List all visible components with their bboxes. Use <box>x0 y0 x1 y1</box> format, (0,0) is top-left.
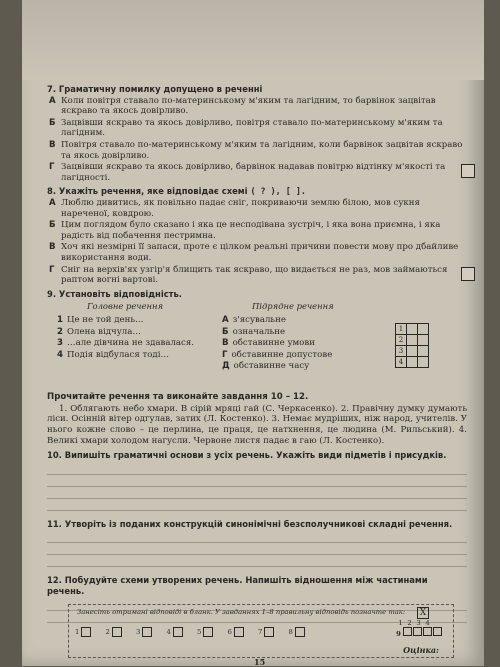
sub-clause-list <box>222 315 362 373</box>
sub-clause-item: А з'ясувальне <box>222 315 286 326</box>
sub-clause-heading: Підрядне речення <box>252 301 334 312</box>
worksheet-page <box>22 0 484 666</box>
sentence-scheme: ( ? ), [ ]. <box>250 186 306 197</box>
grid-cell[interactable] <box>407 346 418 357</box>
q7-option-b: Б Зацвівши яскраво та якось довірливо, повітря ставало по-материнському м'яким та лагідним. <box>49 117 443 139</box>
question-12: 12. Побудуйте схеми утворених речень. Напишіть відношення між частинами речень. <box>47 575 428 597</box>
grid-cell[interactable] <box>418 346 429 357</box>
answer-item: 7 <box>258 627 274 637</box>
q7-option-v: В Повітря ставало по-материнському м'яким та лагідним, коли барвінок зацвітав яскраво та якось довірливо. <box>49 139 463 161</box>
answer-sheet-title: Занесіть отримані відповіді в бланк. У завданнях 1–8 правильну відповідь позначте так: <box>77 608 406 616</box>
sub-clause-item: В обставинне умови <box>222 338 315 349</box>
answer-item: 3 <box>136 627 152 637</box>
q7-option-g: Г Зацвівши яскраво та якось довірливо, барвінок надавав повітрю відтінку м'якості та лагідності. <box>47 162 467 183</box>
answer-lines-11[interactable] <box>47 531 467 567</box>
answer-item: 2 <box>106 627 122 637</box>
question-7 <box>47 84 467 183</box>
matching-block <box>47 301 467 389</box>
source-text: 1. Облягають небо хмари. В сірій мряці гай (С. Черкасенко). 2. Правічну думку думають ліси. Осінній вітер одгулав, затих (Л. Костенко). 3. Немає мудріших, ніж народ, учителів. У нього кожне слово – це перлина, це праця, це натхнення, це людина (М. Рильський). 4. Великі хмари холодом нагусли. Червоне листя падає в гаю (Л. Костенко). <box>47 403 467 446</box>
content <box>47 84 467 631</box>
mark-example: X <box>417 607 429 619</box>
answer-item: 1 <box>75 627 91 637</box>
q8-option-g: Г Сніг на верхів'ях узгір'я блищить так яскраво, що видається не раз, мов займаються раптом вогні вартові. <box>47 265 467 286</box>
main-clause-item: 1 Це не той день… <box>57 315 144 326</box>
grid-cell[interactable] <box>418 324 429 335</box>
q7-answer-box[interactable] <box>461 164 475 178</box>
answer-boxes <box>75 627 317 637</box>
matching-answer-grid: 1 2 3 4 <box>395 323 429 368</box>
score-label: Оцінка: <box>403 645 439 655</box>
answer-box[interactable] <box>203 627 213 637</box>
q8-option-a: А Люблю дивитись, як повільно падає сніг, покриваючи землю білою, мов сукня нареченої, ковдрою. <box>49 197 420 219</box>
answer-box[interactable] <box>264 627 274 637</box>
answer-box[interactable] <box>403 627 412 636</box>
question-7-title: 7. Граматичну помилку допущено в реченні <box>47 84 263 94</box>
page-number: 15 <box>254 657 266 667</box>
q8-option-v: В Хоч які незмірні її запаси, проте є цілком реальні причини повести мову про дбайливе використання води. <box>49 242 459 263</box>
q8-answer-box[interactable] <box>461 267 475 281</box>
sub-clause-item: Б означальне <box>222 326 286 337</box>
grid-cell[interactable] <box>407 357 418 368</box>
answer-item: 4 <box>167 627 183 637</box>
answer-box[interactable] <box>295 627 305 637</box>
q8-option-b: Б Цим поглядом було сказано і яка це несподівана зустріч, і яка вона приємна, і яка радість від побачення пестримна. <box>49 220 441 241</box>
grid-cell[interactable] <box>407 324 418 335</box>
answer-box[interactable] <box>173 627 183 637</box>
main-clause-item: 3 …але дівчина не здавалася. <box>57 338 195 349</box>
answer-9-grid: 1 2 3 4 9 <box>396 619 443 638</box>
answer-box[interactable] <box>142 627 152 637</box>
q7-option-a: А Коли повітря ставало по-материнському м'яким та лагідним, то барвінок зацвітав яскраво та якось довірливо. <box>49 95 436 117</box>
question-11: 11. Утворіть із поданих конструкцій синонімічні безсполучникові складні речення. <box>47 518 453 529</box>
question-9-title: 9. Установіть відповідність. <box>47 288 182 299</box>
main-clause-list <box>57 315 207 361</box>
page-shadow <box>22 0 484 80</box>
answer-item: 6 <box>228 627 244 637</box>
sub-clause-item: Д обставинне часу <box>222 361 310 372</box>
answer-sheet <box>68 604 454 658</box>
answer-box[interactable] <box>433 627 442 636</box>
answer-box[interactable] <box>81 627 91 637</box>
answer-box[interactable] <box>234 627 244 637</box>
main-clause-item: 2 Олена відчула… <box>57 326 141 337</box>
answer-box[interactable] <box>112 627 122 637</box>
question-10: 10. Випишіть граматичні основи з усіх речень. Укажіть види підметів і присудків. <box>47 450 447 461</box>
answer-item: 8 <box>289 627 305 637</box>
main-clause-heading: Головне речення <box>87 301 164 312</box>
grid-cell[interactable] <box>407 335 418 346</box>
sub-clause-item: Г обставинне допустове <box>222 349 333 360</box>
answer-box[interactable] <box>423 627 432 636</box>
answer-box[interactable] <box>413 627 422 636</box>
grid-cell[interactable] <box>418 335 429 346</box>
main-clause-item: 4 Подія відбулася тоді… <box>57 349 170 360</box>
question-8-title: 8. Укажіть речення, яке відповідає схемі ( ? ), [ ]. <box>47 186 306 197</box>
answer-item: 5 <box>197 627 213 637</box>
task-intro: Прочитайте речення та виконайте завдання 10 – 12. <box>47 392 309 403</box>
question-9 <box>47 289 467 390</box>
answer-lines-10[interactable] <box>47 463 467 511</box>
question-8 <box>47 186 467 285</box>
grid-cell[interactable] <box>418 357 429 368</box>
